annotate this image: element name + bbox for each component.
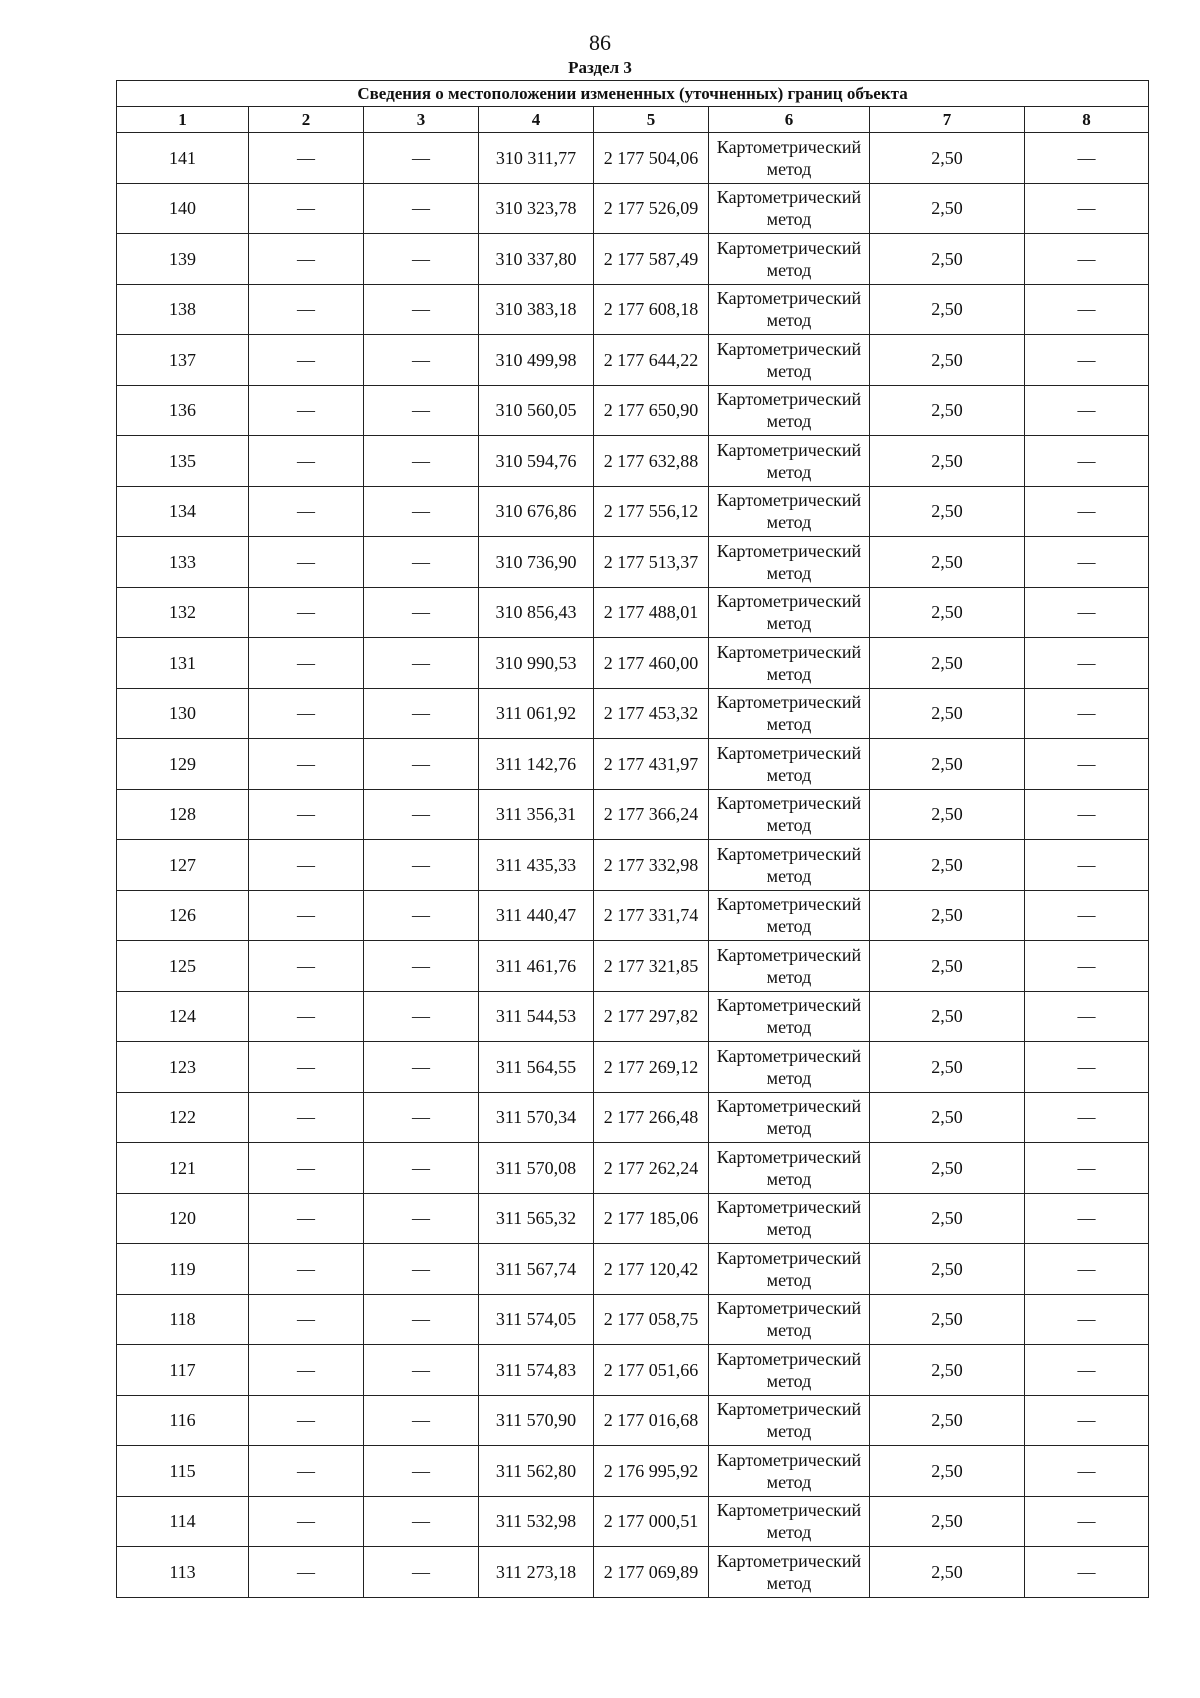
cell-point-number: 136 <box>117 385 249 436</box>
cell-method: Картометрический метод <box>709 133 870 184</box>
cell-col-3: — <box>364 991 479 1042</box>
cell-coord-x: 311 142,76 <box>479 739 594 790</box>
cell-point-number: 139 <box>117 234 249 285</box>
cell-col-3: — <box>364 436 479 487</box>
cell-col-8: — <box>1025 1345 1149 1396</box>
cell-coord-x: 311 562,80 <box>479 1446 594 1497</box>
cell-col-2: — <box>249 1547 364 1598</box>
cell-coord-y: 2 177 650,90 <box>594 385 709 436</box>
cell-col-8: — <box>1025 1496 1149 1547</box>
cell-coord-x: 310 676,86 <box>479 486 594 537</box>
cell-col-8: — <box>1025 991 1149 1042</box>
cell-col-2: — <box>249 1345 364 1396</box>
cell-col-3: — <box>364 688 479 739</box>
table-row <box>117 234 1149 285</box>
cell-method: Картометрический метод <box>709 890 870 941</box>
column-header: 5 <box>594 107 709 133</box>
cell-accuracy: 2,50 <box>870 537 1025 588</box>
cell-point-number: 141 <box>117 133 249 184</box>
cell-point-number: 116 <box>117 1395 249 1446</box>
cell-coord-y: 2 177 069,89 <box>594 1547 709 1598</box>
cell-accuracy: 2,50 <box>870 991 1025 1042</box>
table-row <box>117 1193 1149 1244</box>
cell-col-2: — <box>249 991 364 1042</box>
cell-coord-y: 2 177 262,24 <box>594 1143 709 1194</box>
cell-accuracy: 2,50 <box>870 385 1025 436</box>
cell-accuracy: 2,50 <box>870 587 1025 638</box>
cell-col-8: — <box>1025 1042 1149 1093</box>
cell-accuracy: 2,50 <box>870 688 1025 739</box>
table-row <box>117 638 1149 689</box>
cell-point-number: 138 <box>117 284 249 335</box>
table-row <box>117 789 1149 840</box>
cell-method: Картометрический метод <box>709 688 870 739</box>
table-caption: Сведения о местоположении измененных (уточненных) границ объекта <box>117 81 1149 107</box>
cell-col-3: — <box>364 133 479 184</box>
table-row <box>117 1496 1149 1547</box>
cell-col-3: — <box>364 1446 479 1497</box>
cell-point-number: 133 <box>117 537 249 588</box>
cell-point-number: 130 <box>117 688 249 739</box>
cell-coord-x: 310 560,05 <box>479 385 594 436</box>
cell-method: Картометрический метод <box>709 436 870 487</box>
cell-col-8: — <box>1025 688 1149 739</box>
cell-col-2: — <box>249 1042 364 1093</box>
cell-point-number: 135 <box>117 436 249 487</box>
cell-col-2: — <box>249 587 364 638</box>
cell-coord-y: 2 177 556,12 <box>594 486 709 537</box>
table-row <box>117 688 1149 739</box>
cell-coord-y: 2 177 587,49 <box>594 234 709 285</box>
cell-col-8: — <box>1025 638 1149 689</box>
cell-col-2: — <box>249 840 364 891</box>
table-row <box>117 284 1149 335</box>
cell-col-8: — <box>1025 1446 1149 1497</box>
cell-col-3: — <box>364 1193 479 1244</box>
table-row <box>117 183 1149 234</box>
cell-coord-x: 311 356,31 <box>479 789 594 840</box>
table-row <box>117 1547 1149 1598</box>
cell-method: Картометрический метод <box>709 1496 870 1547</box>
cell-coord-x: 311 532,98 <box>479 1496 594 1547</box>
cell-col-8: — <box>1025 335 1149 386</box>
cell-col-8: — <box>1025 890 1149 941</box>
cell-col-2: — <box>249 1193 364 1244</box>
cell-col-3: — <box>364 941 479 992</box>
table-row <box>117 385 1149 436</box>
cell-col-8: — <box>1025 436 1149 487</box>
cell-point-number: 114 <box>117 1496 249 1547</box>
cell-col-3: — <box>364 284 479 335</box>
cell-col-3: — <box>364 486 479 537</box>
cell-coord-x: 311 544,53 <box>479 991 594 1042</box>
cell-col-2: — <box>249 1294 364 1345</box>
cell-col-2: — <box>249 436 364 487</box>
cell-coord-y: 2 177 185,06 <box>594 1193 709 1244</box>
cell-col-3: — <box>364 234 479 285</box>
cell-col-2: — <box>249 638 364 689</box>
cell-accuracy: 2,50 <box>870 1294 1025 1345</box>
cell-coord-x: 311 273,18 <box>479 1547 594 1598</box>
cell-col-2: — <box>249 486 364 537</box>
cell-point-number: 120 <box>117 1193 249 1244</box>
cell-accuracy: 2,50 <box>870 486 1025 537</box>
cell-col-3: — <box>364 789 479 840</box>
cell-col-8: — <box>1025 1193 1149 1244</box>
cell-method: Картометрический метод <box>709 1092 870 1143</box>
cell-coord-x: 310 311,77 <box>479 133 594 184</box>
table-row <box>117 1395 1149 1446</box>
table-row <box>117 890 1149 941</box>
cell-accuracy: 2,50 <box>870 840 1025 891</box>
cell-point-number: 122 <box>117 1092 249 1143</box>
column-header: 1 <box>117 107 249 133</box>
cell-col-3: — <box>364 1345 479 1396</box>
cell-col-2: — <box>249 739 364 790</box>
cell-method: Картометрический метод <box>709 1446 870 1497</box>
cell-coord-y: 2 177 058,75 <box>594 1294 709 1345</box>
table-row <box>117 1092 1149 1143</box>
cell-method: Картометрический метод <box>709 1345 870 1396</box>
table-body <box>117 133 1149 1598</box>
cell-method: Картометрический метод <box>709 991 870 1042</box>
cell-accuracy: 2,50 <box>870 436 1025 487</box>
cell-col-8: — <box>1025 840 1149 891</box>
cell-accuracy: 2,50 <box>870 1193 1025 1244</box>
section-title: Раздел 3 <box>568 58 632 77</box>
cell-point-number: 125 <box>117 941 249 992</box>
cell-col-8: — <box>1025 1092 1149 1143</box>
cell-col-8: — <box>1025 941 1149 992</box>
cell-point-number: 113 <box>117 1547 249 1598</box>
cell-coord-y: 2 177 504,06 <box>594 133 709 184</box>
coordinates-table <box>116 80 1149 1598</box>
cell-coord-x: 311 461,76 <box>479 941 594 992</box>
cell-col-2: — <box>249 890 364 941</box>
cell-col-8: — <box>1025 1395 1149 1446</box>
cell-method: Картометрический метод <box>709 1042 870 1093</box>
cell-accuracy: 2,50 <box>870 638 1025 689</box>
table-row <box>117 133 1149 184</box>
cell-coord-y: 2 177 332,98 <box>594 840 709 891</box>
cell-col-2: — <box>249 789 364 840</box>
cell-point-number: 132 <box>117 587 249 638</box>
cell-point-number: 140 <box>117 183 249 234</box>
cell-method: Картометрический метод <box>709 1244 870 1295</box>
cell-col-3: — <box>364 1294 479 1345</box>
cell-col-3: — <box>364 1547 479 1598</box>
column-header: 3 <box>364 107 479 133</box>
cell-accuracy: 2,50 <box>870 133 1025 184</box>
cell-method: Картометрический метод <box>709 789 870 840</box>
cell-coord-y: 2 177 526,09 <box>594 183 709 234</box>
table-row <box>117 486 1149 537</box>
cell-coord-x: 311 564,55 <box>479 1042 594 1093</box>
cell-col-2: — <box>249 537 364 588</box>
cell-coord-x: 311 061,92 <box>479 688 594 739</box>
cell-col-8: — <box>1025 284 1149 335</box>
cell-point-number: 115 <box>117 1446 249 1497</box>
cell-col-3: — <box>364 739 479 790</box>
cell-col-2: — <box>249 284 364 335</box>
cell-method: Картометрический метод <box>709 335 870 386</box>
table-row <box>117 1446 1149 1497</box>
cell-coord-x: 310 383,18 <box>479 284 594 335</box>
cell-method: Картометрический метод <box>709 1294 870 1345</box>
cell-col-2: — <box>249 688 364 739</box>
cell-coord-x: 310 990,53 <box>479 638 594 689</box>
cell-col-3: — <box>364 1496 479 1547</box>
cell-method: Картометрический метод <box>709 941 870 992</box>
cell-accuracy: 2,50 <box>870 1042 1025 1093</box>
cell-col-2: — <box>249 385 364 436</box>
cell-point-number: 129 <box>117 739 249 790</box>
page-number: 86 <box>589 30 611 55</box>
column-header-row <box>117 107 1149 133</box>
cell-coord-x: 310 856,43 <box>479 587 594 638</box>
cell-accuracy: 2,50 <box>870 234 1025 285</box>
cell-col-3: — <box>364 183 479 234</box>
cell-col-2: — <box>249 234 364 285</box>
cell-method: Картометрический метод <box>709 234 870 285</box>
cell-method: Картометрический метод <box>709 1143 870 1194</box>
cell-coord-y: 2 177 000,51 <box>594 1496 709 1547</box>
cell-coord-y: 2 177 321,85 <box>594 941 709 992</box>
table-row <box>117 991 1149 1042</box>
table-row <box>117 1345 1149 1396</box>
cell-accuracy: 2,50 <box>870 1395 1025 1446</box>
cell-point-number: 118 <box>117 1294 249 1345</box>
cell-coord-x: 310 337,80 <box>479 234 594 285</box>
column-header: 8 <box>1025 107 1149 133</box>
cell-accuracy: 2,50 <box>870 1547 1025 1598</box>
cell-coord-y: 2 177 266,48 <box>594 1092 709 1143</box>
cell-col-8: — <box>1025 1294 1149 1345</box>
cell-col-8: — <box>1025 1547 1149 1598</box>
cell-col-2: — <box>249 133 364 184</box>
table-row <box>117 840 1149 891</box>
cell-col-8: — <box>1025 587 1149 638</box>
table-row <box>117 1042 1149 1093</box>
cell-coord-x: 311 440,47 <box>479 890 594 941</box>
cell-col-8: — <box>1025 183 1149 234</box>
cell-col-8: — <box>1025 385 1149 436</box>
cell-accuracy: 2,50 <box>870 1092 1025 1143</box>
cell-col-2: — <box>249 1143 364 1194</box>
table-row <box>117 436 1149 487</box>
cell-col-3: — <box>364 1092 479 1143</box>
cell-point-number: 123 <box>117 1042 249 1093</box>
column-header: 7 <box>870 107 1025 133</box>
cell-coord-x: 311 570,34 <box>479 1092 594 1143</box>
cell-coord-y: 2 177 644,22 <box>594 335 709 386</box>
cell-accuracy: 2,50 <box>870 335 1025 386</box>
cell-col-8: — <box>1025 789 1149 840</box>
cell-coord-x: 311 435,33 <box>479 840 594 891</box>
table-row <box>117 537 1149 588</box>
cell-method: Картометрический метод <box>709 1193 870 1244</box>
cell-col-2: — <box>249 335 364 386</box>
cell-coord-y: 2 177 513,37 <box>594 537 709 588</box>
cell-col-2: — <box>249 1395 364 1446</box>
cell-col-2: — <box>249 1446 364 1497</box>
cell-col-3: — <box>364 587 479 638</box>
cell-method: Картометрический метод <box>709 183 870 234</box>
cell-col-3: — <box>364 1143 479 1194</box>
cell-accuracy: 2,50 <box>870 1496 1025 1547</box>
cell-accuracy: 2,50 <box>870 1143 1025 1194</box>
cell-method: Картометрический метод <box>709 587 870 638</box>
table-row <box>117 1143 1149 1194</box>
cell-col-3: — <box>364 890 479 941</box>
cell-coord-x: 311 567,74 <box>479 1244 594 1295</box>
table-row <box>117 739 1149 790</box>
cell-accuracy: 2,50 <box>870 1446 1025 1497</box>
cell-col-2: — <box>249 1092 364 1143</box>
cell-accuracy: 2,50 <box>870 1244 1025 1295</box>
cell-col-8: — <box>1025 486 1149 537</box>
cell-method: Картометрический метод <box>709 385 870 436</box>
cell-accuracy: 2,50 <box>870 183 1025 234</box>
cell-col-8: — <box>1025 234 1149 285</box>
cell-coord-y: 2 177 366,24 <box>594 789 709 840</box>
cell-point-number: 126 <box>117 890 249 941</box>
cell-point-number: 137 <box>117 335 249 386</box>
cell-accuracy: 2,50 <box>870 284 1025 335</box>
cell-col-8: — <box>1025 133 1149 184</box>
cell-accuracy: 2,50 <box>870 739 1025 790</box>
cell-method: Картометрический метод <box>709 638 870 689</box>
cell-accuracy: 2,50 <box>870 789 1025 840</box>
column-header: 2 <box>249 107 364 133</box>
cell-accuracy: 2,50 <box>870 890 1025 941</box>
cell-point-number: 127 <box>117 840 249 891</box>
cell-coord-y: 2 177 453,32 <box>594 688 709 739</box>
cell-method: Картометрический метод <box>709 537 870 588</box>
cell-point-number: 117 <box>117 1345 249 1396</box>
column-header: 6 <box>709 107 870 133</box>
cell-coord-x: 310 594,76 <box>479 436 594 487</box>
cell-coord-x: 311 570,08 <box>479 1143 594 1194</box>
cell-col-8: — <box>1025 1143 1149 1194</box>
cell-coord-x: 311 565,32 <box>479 1193 594 1244</box>
cell-col-8: — <box>1025 739 1149 790</box>
table-row <box>117 1294 1149 1345</box>
cell-col-3: — <box>364 1395 479 1446</box>
cell-point-number: 128 <box>117 789 249 840</box>
column-header: 4 <box>479 107 594 133</box>
cell-point-number: 134 <box>117 486 249 537</box>
cell-accuracy: 2,50 <box>870 1345 1025 1396</box>
cell-coord-x: 310 736,90 <box>479 537 594 588</box>
cell-coord-x: 310 499,98 <box>479 335 594 386</box>
cell-col-8: — <box>1025 1244 1149 1295</box>
cell-coord-x: 311 574,05 <box>479 1294 594 1345</box>
cell-point-number: 124 <box>117 991 249 1042</box>
cell-coord-y: 2 177 632,88 <box>594 436 709 487</box>
cell-col-3: — <box>364 638 479 689</box>
cell-method: Картометрический метод <box>709 739 870 790</box>
cell-point-number: 121 <box>117 1143 249 1194</box>
cell-col-3: — <box>364 385 479 436</box>
cell-coord-y: 2 177 331,74 <box>594 890 709 941</box>
cell-col-3: — <box>364 1244 479 1295</box>
cell-col-2: — <box>249 941 364 992</box>
cell-coord-x: 311 570,90 <box>479 1395 594 1446</box>
cell-method: Картометрический метод <box>709 284 870 335</box>
cell-coord-y: 2 177 269,12 <box>594 1042 709 1093</box>
cell-coord-y: 2 177 431,97 <box>594 739 709 790</box>
table-row <box>117 335 1149 386</box>
cell-coord-y: 2 177 051,66 <box>594 1345 709 1396</box>
cell-accuracy: 2,50 <box>870 941 1025 992</box>
cell-col-3: — <box>364 335 479 386</box>
cell-col-3: — <box>364 1042 479 1093</box>
cell-method: Картометрический метод <box>709 840 870 891</box>
cell-method: Картометрический метод <box>709 1547 870 1598</box>
cell-coord-y: 2 177 120,42 <box>594 1244 709 1295</box>
cell-col-8: — <box>1025 537 1149 588</box>
table-row <box>117 587 1149 638</box>
cell-col-2: — <box>249 1244 364 1295</box>
cell-point-number: 119 <box>117 1244 249 1295</box>
cell-coord-y: 2 177 016,68 <box>594 1395 709 1446</box>
cell-method: Картометрический метод <box>709 486 870 537</box>
cell-coord-y: 2 176 995,92 <box>594 1446 709 1497</box>
table-row <box>117 1244 1149 1295</box>
cell-col-3: — <box>364 537 479 588</box>
cell-method: Картометрический метод <box>709 1395 870 1446</box>
table-row <box>117 941 1149 992</box>
cell-coord-y: 2 177 488,01 <box>594 587 709 638</box>
cell-col-2: — <box>249 183 364 234</box>
cell-col-3: — <box>364 840 479 891</box>
cell-coord-y: 2 177 608,18 <box>594 284 709 335</box>
cell-coord-x: 311 574,83 <box>479 1345 594 1396</box>
cell-coord-y: 2 177 297,82 <box>594 991 709 1042</box>
cell-coord-y: 2 177 460,00 <box>594 638 709 689</box>
cell-coord-x: 310 323,78 <box>479 183 594 234</box>
cell-point-number: 131 <box>117 638 249 689</box>
cell-col-2: — <box>249 1496 364 1547</box>
